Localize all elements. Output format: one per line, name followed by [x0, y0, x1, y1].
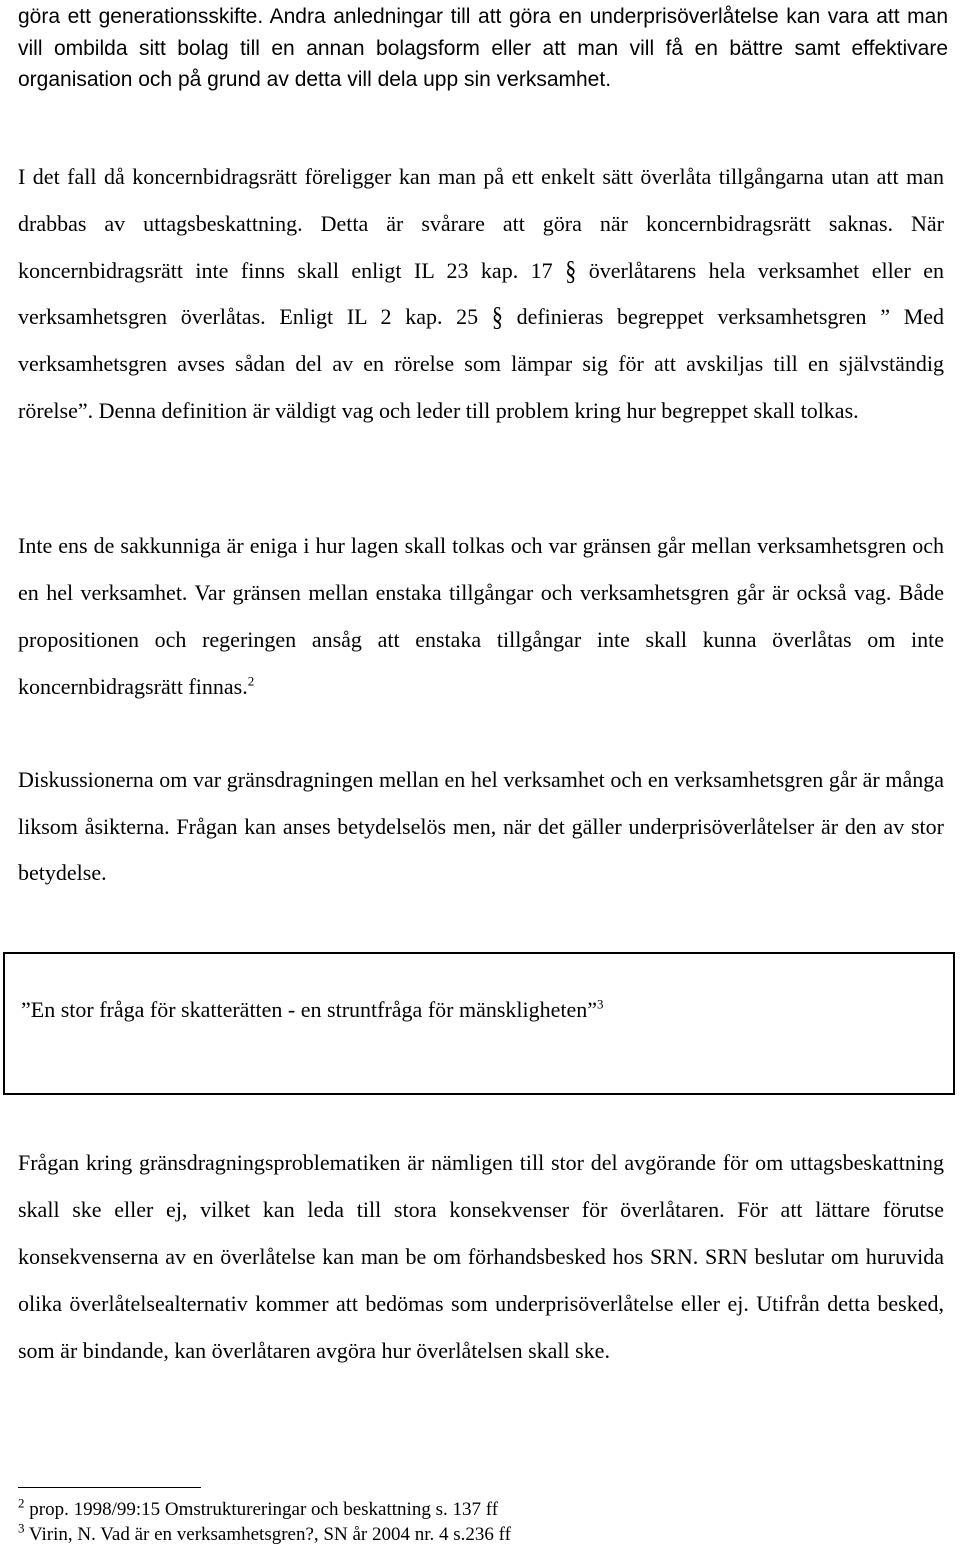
footnote-text: Virin, N. Vad är en verksamhetsgren?, SN år 2004 nr. 4 s.236 ff — [28, 1524, 511, 1545]
footnote-text: prop. 1998/99:15 Omstruktureringar och beskattning s. 137 ff — [29, 1499, 499, 1520]
paragraph-text: definieras begreppet verksamhetsgren — [516, 304, 867, 330]
paragraph-text: . Denna definition är väldigt vag och leder till problem kring hur begreppet skall tolkas. — [87, 397, 859, 423]
footnote-item — [18, 1497, 918, 1522]
paragraph-koncernbidragsratt — [18, 154, 944, 435]
footnote-ref[interactable]: 2 — [247, 673, 255, 689]
footnote-divider — [18, 1487, 201, 1488]
quote-mark: ” — [77, 397, 88, 423]
quote-mark: ” — [880, 304, 890, 330]
quote-body: En stor fråga för skatterätten - en struntfråga för mänskligheten — [30, 997, 588, 1022]
quote-open-mark: ” — [21, 997, 31, 1022]
paragraph-text: göra ett generationsskifte. Andra anledningar till att göra en underprisöverlåtelse kan vara att man vill ombilda sitt bolag till en annan bolagsform eller att man vill få en bättre samt effektivare organisation och på grund av detta vill dela upp sin verksamhet. — [18, 5, 948, 91]
quote-close-mark: ” — [587, 997, 598, 1022]
paragraph-diskussionerna — [18, 757, 944, 897]
footnote-number: 3 — [18, 1520, 25, 1536]
paragraph-text: Inte ens de sakkunniga är eniga i hur lagen skall tolkas och var gränsen går mellan verksamhetsgren och en hel verksamhet. Var gränsen mellan enstaka tillgångar och verksamhetsgren går är också vag. Både propositionen och regeringen ansåg att enstaka tillgångar inte skall kunna överlåtas om inte koncernbidragsrätt finnas. — [18, 533, 944, 699]
paragraph-text: Diskussionerna om var gränsdragningen mellan en hel verksamhet och en verksamhetsgren går är många liksom åsikterna. Frågan kan anses betydelselös men, när det gäller underprisöverlåtelser är den av stor betydelse. — [18, 767, 944, 885]
footnote-item — [18, 1522, 918, 1547]
paragraph-text: Med verksamhetsgren avses sådan del av en rörelse som lämpar sig för att avskiljas till en självständig rörelse — [18, 304, 945, 423]
quote-box — [3, 952, 955, 1095]
paragraph-text: Frågan kring gränsdragningsproblematiken är nämligen till stor del avgörande för om uttagsbeskattning skall ske eller ej, vilket kan leda till stora konsekvenser för överlåtaren. För att lättare förutse konsekvenserna av en överlåtelse kan man be om förhandsbesked hos SRN. SRN beslutar om huruvida olika överlåtelsealternativ kommer att bedömas som underprisöverlåtelse eller ej. Utifrån detta besked, som är bindande, kan överlåtaren avgöra hur överlåtelsen skall ske. — [18, 1150, 944, 1363]
footnote-number: 2 — [18, 1495, 25, 1511]
quote-text — [21, 995, 604, 1025]
paragraph-text: I det fall då koncernbidragsrätt föreligger kan man på ett enkelt sätt överlåta tillgångarna utan att man drabbas av uttagsbeskattning. Detta är svårare att göra när koncernbidragsrätt saknas. När koncernbidragsrätt inte finns skall enligt IL 23 kap. 17 — [18, 164, 944, 283]
section-sign: § — [565, 254, 577, 286]
footnote-ref[interactable]: 3 — [597, 996, 604, 1012]
section-sign: § — [491, 301, 503, 333]
paragraph-intro — [18, 1, 948, 96]
paragraph-text: överlåtarens hela verksamhet eller en verksamhetsgren överlåtas. Enligt IL 2 kap. 25 — [18, 257, 945, 330]
paragraph-gransdragning — [18, 1140, 944, 1375]
footnotes — [18, 1497, 918, 1547]
paragraph-sakkunniga — [18, 522, 944, 710]
